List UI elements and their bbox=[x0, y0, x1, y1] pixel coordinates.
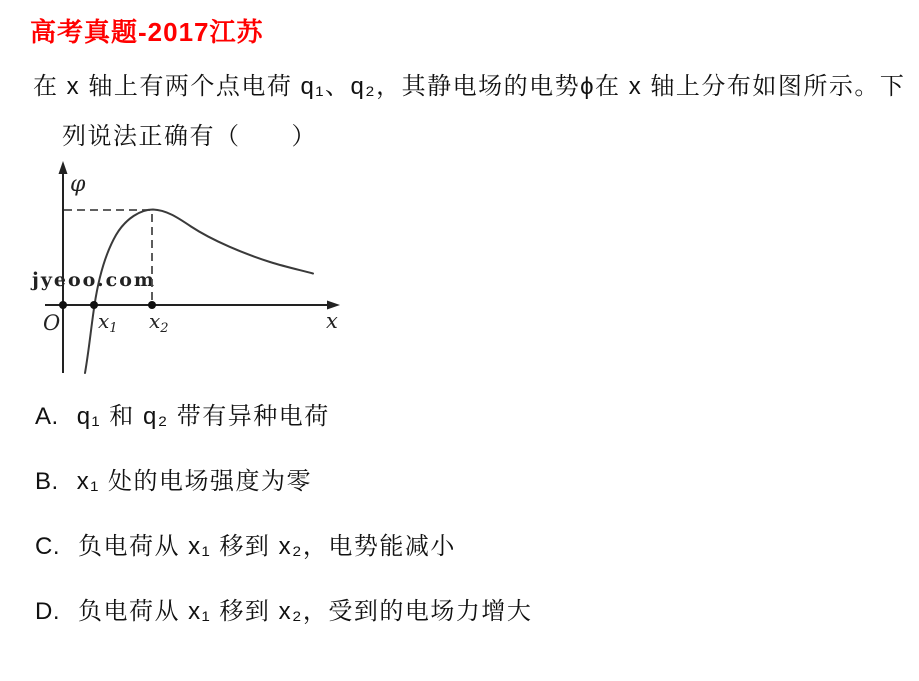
y-axis-label: φ bbox=[70, 172, 86, 197]
page-title: 高考真题-2017江苏 bbox=[30, 17, 264, 47]
potential-curve bbox=[85, 210, 313, 374]
x2-label: $x_2$ bbox=[149, 309, 169, 336]
choice-a bbox=[35, 396, 330, 431]
y-axis-arrow-icon bbox=[59, 161, 68, 174]
choice-d-text: 负电荷从 x₁ 移到 x₂，受到的电场力增大 bbox=[78, 598, 533, 625]
choice-d bbox=[35, 591, 532, 626]
watermark: jyeoo.com bbox=[32, 269, 156, 291]
x-axis-label: x bbox=[326, 309, 338, 333]
choice-b-label: B. bbox=[35, 468, 59, 495]
origin-label: O bbox=[43, 311, 61, 335]
x2-dot bbox=[148, 301, 156, 309]
choice-a-text: q₁ 和 q₂ 带有异种电荷 bbox=[76, 403, 330, 430]
choice-c bbox=[35, 526, 456, 561]
choice-a-label: A. bbox=[35, 403, 59, 430]
choice-c-text: 负电荷从 x₁ 移到 x₂，电势能减小 bbox=[78, 533, 456, 560]
origin-dot bbox=[59, 301, 67, 309]
potential-vs-x-graph bbox=[30, 158, 350, 388]
choice-b bbox=[35, 461, 312, 496]
choice-b-text: x₁ 处的电场强度为零 bbox=[76, 468, 312, 495]
choice-c-label: C. bbox=[35, 533, 60, 560]
question-line-1: 在 x 轴上有两个点电荷 q₁、q₂，其静电场的电势ϕ在 x 轴上分布如图所示。下 bbox=[33, 73, 906, 100]
question-line-2: 列说法正确有（ ） bbox=[62, 123, 317, 150]
x1-dot bbox=[90, 301, 98, 309]
choice-d-label: D. bbox=[35, 598, 60, 625]
x1-label: $x_1$ bbox=[98, 309, 118, 336]
